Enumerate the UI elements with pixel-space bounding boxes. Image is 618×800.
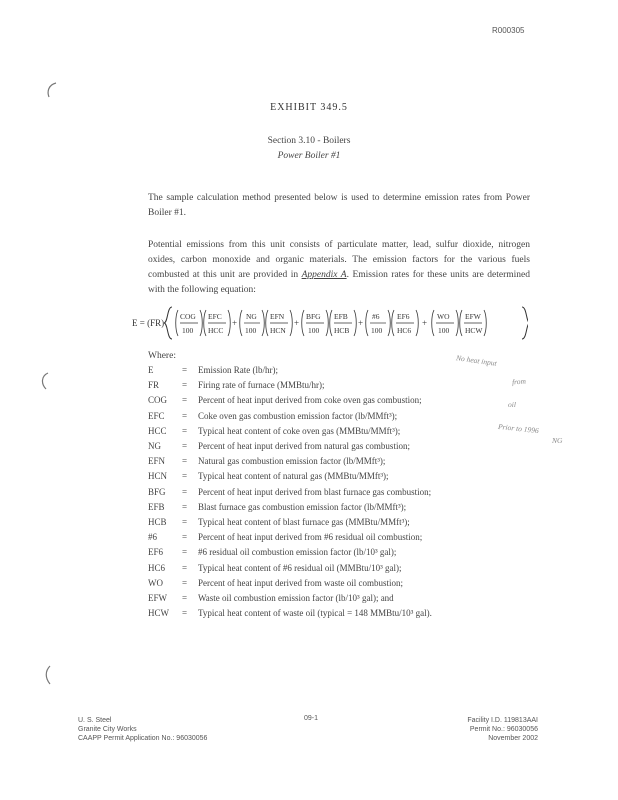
svg-text:EFB: EFB [334, 312, 348, 321]
definition-desc: #6 residual oil combustion emission factor (lb/10³ gal); [198, 547, 397, 558]
svg-text:EF6: EF6 [397, 312, 410, 321]
definition-row [148, 608, 548, 622]
definition-eq: = [182, 410, 188, 421]
svg-text:+: + [358, 318, 364, 328]
appendix-reference: Appendix A [301, 270, 347, 280]
section-heading: Section 3.10 - Boilers [267, 136, 351, 146]
definition-desc: Emission Rate (lb/hr); [198, 365, 278, 375]
svg-text:WO: WO [437, 312, 450, 321]
definition-eq: = [182, 456, 188, 467]
definition-desc: Waste oil combustion emission factor (lb/10³ gal); and [198, 593, 394, 603]
emissions-paragraph-tail: . Emission rates for these units are determined with the following equation: [148, 270, 531, 295]
definition-row [148, 411, 548, 425]
definition-sym: HCW [148, 608, 169, 619]
definition-sym: EFC [148, 410, 165, 421]
svg-text:HCN: HCN [270, 326, 286, 335]
definition-sym: E [148, 365, 154, 375]
footer-company: U. S. Steel [78, 717, 112, 724]
definition-eq: = [182, 517, 188, 527]
definition-desc: Firing rate of furnace (MMBtu/hr); [198, 380, 325, 391]
margin-note: oil [508, 400, 516, 409]
svg-text:BFG: BFG [306, 312, 321, 321]
binder-hole-mark-top [42, 80, 62, 100]
definition-eq: = [182, 471, 188, 482]
definition-desc: Typical heat content of #6 residual oil (MMBtu/10³ gal); [198, 562, 402, 573]
definition-row [148, 547, 548, 561]
svg-text:HCW: HCW [465, 326, 483, 335]
definition-sym: HCB [148, 517, 167, 527]
equation-term-coke-oven-gas [176, 310, 237, 336]
svg-text:EFN: EFN [270, 312, 285, 321]
definition-eq: = [182, 593, 188, 603]
definition-row [148, 365, 548, 379]
definition-row [148, 517, 548, 531]
definition-desc: Percent of heat input derived from blast furnace gas combustion; [198, 486, 432, 497]
svg-text:+: + [422, 318, 428, 328]
definition-row [148, 471, 548, 485]
definition-row [148, 593, 548, 607]
footer-left [78, 716, 207, 743]
margin-note: No heat input [455, 353, 498, 368]
svg-text:100: 100 [438, 326, 450, 335]
footer-facility-id: Facility I.D. 119813AAI [467, 717, 538, 724]
definition-desc: Percent of heat input derived from coke oven gas combustion; [198, 395, 422, 406]
definition-desc: Typical heat content of waste oil (typical = 148 MMBtu/10³ gal). [198, 608, 432, 619]
definition-desc: Percent of heat input derived from waste oil combustion; [198, 577, 403, 588]
margin-note: from [511, 376, 527, 387]
definition-row [148, 532, 548, 546]
footer-application: CAAPP Permit Application No.: 96030056 [78, 735, 208, 742]
definition-row [148, 502, 548, 516]
definition-sym: HC6 [148, 562, 166, 573]
where-label: Where: [148, 351, 176, 361]
footer-date: November 2002 [488, 735, 538, 742]
margin-note: NG [552, 436, 563, 445]
definition-row [148, 380, 548, 394]
definition-row [148, 456, 548, 470]
definition-desc: Coke oven gas combustion emission factor (lb/MMft³); [198, 410, 398, 421]
definition-row [148, 426, 548, 440]
svg-text:100: 100 [182, 326, 194, 335]
svg-text:HC6: HC6 [397, 326, 412, 335]
definition-sym: COG [148, 395, 168, 406]
intro-paragraph: The sample calculation method presented below is used to determine emission rates from Power Boiler #1. [148, 193, 530, 218]
definition-sym: EF6 [148, 547, 164, 558]
svg-text:+: + [232, 318, 238, 328]
svg-text:EFW: EFW [465, 312, 481, 321]
definition-desc: Typical heat content of coke oven gas (MMBtu/MMft³); [198, 425, 401, 436]
emissions-paragraph-text: Potential emissions from this unit consists of particulate matter, lead, sulfur dioxide, nitrogen oxides, carbon monoxide and organic materials. The emission factors for the various fuels combusted at this unit are provided in [148, 240, 530, 280]
definition-row [148, 441, 548, 455]
definition-desc: Typical heat content of natural gas (MMBtu/MMft³); [198, 471, 389, 482]
definition-eq: = [182, 486, 188, 497]
footer-permit: Permit No.: 96030056 [469, 726, 538, 733]
definition-eq: = [182, 501, 188, 512]
binder-hole-mark-bottom [40, 664, 58, 686]
margin-note: Prior to 1996 [497, 421, 540, 436]
definition-row [148, 487, 548, 501]
definition-eq: = [182, 380, 188, 391]
definition-sym: WO [148, 577, 163, 588]
svg-text:HCC: HCC [208, 326, 224, 335]
equation-term-blast-furnace-gas [302, 310, 363, 336]
definition-desc: Natural gas combustion emission factor (lb/MMft³); [198, 456, 386, 467]
definition-eq: = [182, 395, 188, 406]
definition-desc: Percent of heat input derived from #6 residual oil combustion; [198, 532, 423, 543]
definition-desc: Typical heat content of blast furnace gas (MMBtu/MMft³); [198, 517, 410, 527]
page-number: 09-1 [304, 715, 319, 722]
svg-text:NG: NG [246, 312, 257, 321]
emissions-paragraph [148, 238, 530, 298]
footer-works: Granite City Works [78, 726, 137, 733]
svg-text:100: 100 [245, 326, 257, 335]
definition-row [148, 578, 548, 592]
equation-term-residual-oil [366, 310, 427, 336]
svg-text:#6: #6 [372, 312, 380, 321]
definition-desc: Blast furnace gas combustion emission factor (lb/MMft³); [198, 501, 407, 512]
definition-eq: = [182, 532, 188, 543]
definition-sym: #6 [148, 532, 157, 543]
definition-eq: = [182, 608, 188, 619]
definition-sym: EFW [148, 593, 167, 603]
definition-sym: HCC [148, 425, 167, 436]
definition-eq: = [182, 441, 188, 451]
svg-text:100: 100 [371, 326, 383, 335]
definition-eq: = [182, 547, 188, 558]
footer-right [420, 716, 538, 743]
equation-term-waste-oil [432, 310, 487, 336]
equation-lhs: E = (FR) [132, 318, 165, 328]
unit-heading: Power Boiler #1 [277, 151, 341, 161]
definition-sym: EFB [148, 501, 165, 512]
definition-sym: HCN [148, 471, 168, 482]
definition-sym: NG [148, 441, 161, 451]
definition-eq: = [182, 365, 188, 375]
definition-eq: = [182, 562, 188, 573]
emission-equation [132, 304, 528, 342]
definition-sym: EFN [148, 456, 166, 467]
svg-text:HCB: HCB [334, 326, 350, 335]
binder-hole-mark-middle [36, 370, 56, 392]
definition-eq: = [182, 425, 188, 436]
definition-row [148, 563, 548, 577]
document-id: R000305 [492, 26, 525, 35]
definition-eq: = [182, 577, 188, 588]
svg-text:EFC: EFC [208, 312, 222, 321]
definition-sym: BFG [148, 486, 166, 497]
page-title: EXHIBIT 349.5 [270, 102, 348, 113]
equation-term-natural-gas [240, 310, 299, 336]
definition-sym: FR [148, 380, 160, 391]
definition-row [148, 395, 548, 409]
svg-text:COG: COG [180, 312, 196, 321]
svg-text:100: 100 [308, 326, 320, 335]
definition-desc: Percent of heat input derived from natural gas combustion; [198, 441, 410, 451]
svg-text:+: + [294, 318, 300, 328]
